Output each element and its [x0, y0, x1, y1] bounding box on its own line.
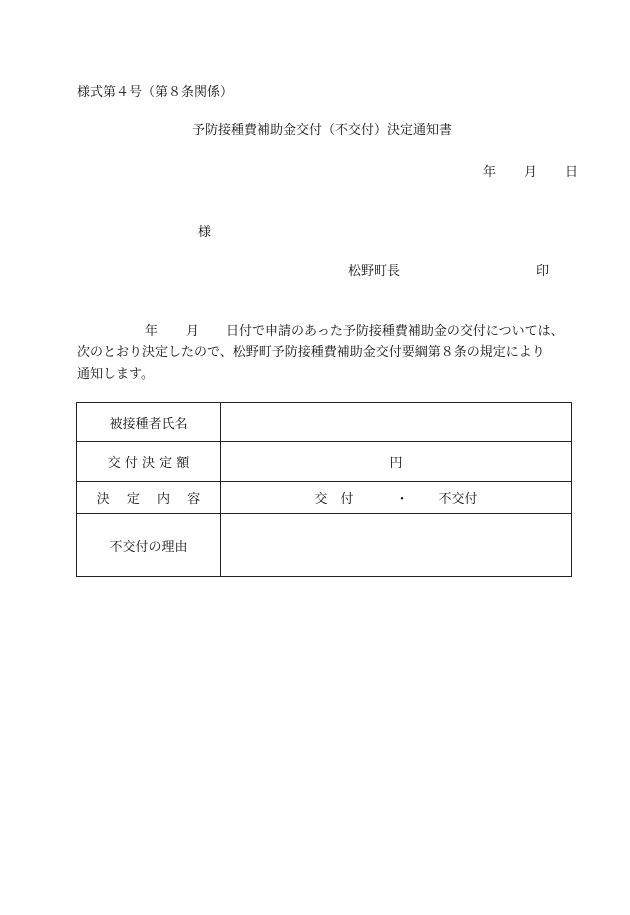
body-year-label: 年 — [145, 324, 159, 339]
decision-content-field — [221, 482, 572, 514]
issuer-name: 松野町長 — [348, 264, 401, 279]
date-year-label: 年 — [483, 165, 497, 180]
decision-table — [76, 402, 572, 577]
non-grant-reason-field[interactable] — [221, 514, 572, 577]
seal-mark: 印 — [536, 264, 550, 279]
table-row — [77, 442, 572, 482]
date-month-label: 月 — [524, 165, 538, 180]
body-line-2: 次のとおり決定したので、松野町予防接種費補助金交付要綱第８条の規定により — [77, 345, 545, 360]
option-separator: ・ — [395, 492, 409, 507]
option-grant[interactable]: 交 付 — [314, 492, 354, 507]
option-non-grant[interactable]: 不交付 — [438, 492, 478, 507]
document-title: 予防接種費補助金交付（不交付）決定通知書 — [192, 123, 453, 138]
decision-amount-field[interactable] — [221, 442, 572, 482]
table-row — [77, 403, 572, 442]
table-row — [77, 514, 572, 577]
addressee-honorific: 様 — [198, 225, 212, 240]
recipient-name-field[interactable] — [221, 403, 572, 442]
row-label-non-grant-reason: 不交付の理由 — [77, 514, 221, 577]
date-day-label: 日 — [565, 165, 579, 180]
body-line-1: 日付で申請のあった予防接種費補助金の交付については、 — [226, 324, 564, 339]
form-number: 様式第４号（第８条関係） — [77, 85, 234, 100]
row-label-recipient-name: 被接種者氏名 — [77, 403, 221, 442]
body-month-label: 月 — [186, 324, 200, 339]
table-row — [77, 482, 572, 514]
row-label-decision-content: 決 定 内 容 — [77, 482, 221, 514]
body-line-3: 通知します。 — [77, 367, 154, 382]
row-label-decision-amount: 交 付 決 定 額 — [77, 442, 221, 482]
yen-unit: 円 — [389, 456, 403, 471]
